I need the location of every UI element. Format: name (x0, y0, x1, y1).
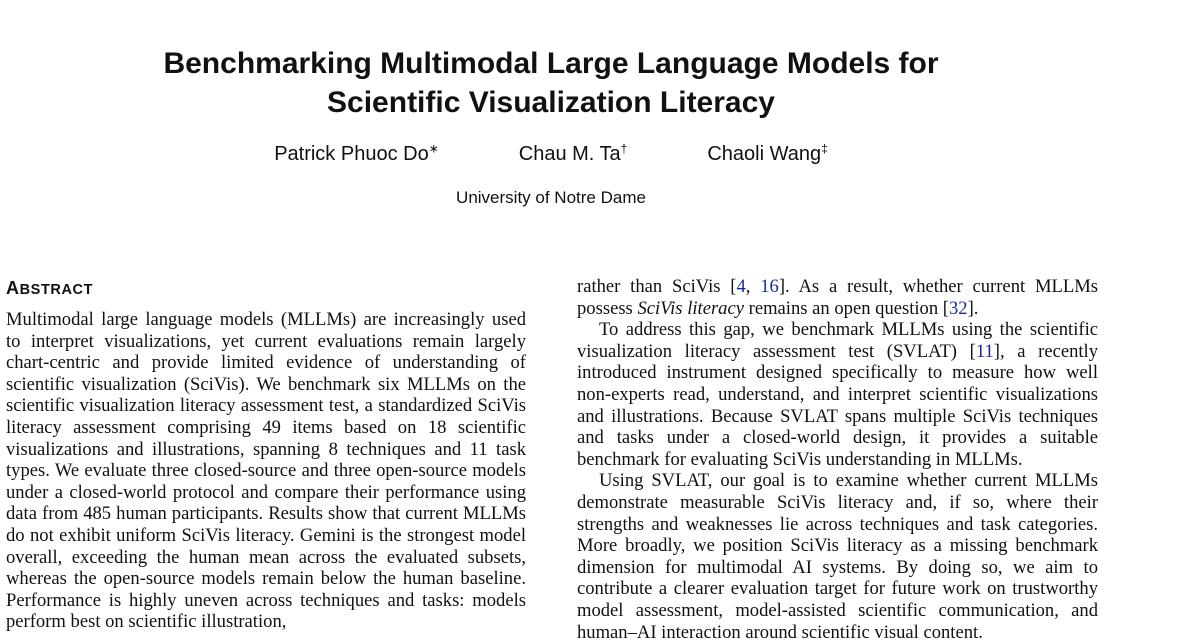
intro-paragraph: Using SVLAT, our goal is to examine whether current MLLMs demonstrate measurable SciVis literacy and, if so, where their strengths and weaknesses lie across techniques and task categories. More broadly, we position SciVis literacy as a missing benchmark dimension for multimodal AI systems. By doing so, we aim to contribute a clearer evaluation target for future work on trustworthy model assessment, model-assisted scientific communication, and human–AI interaction around scientific visual content. (577, 470, 1098, 643)
abstract-heading: ABSTRACT (6, 278, 94, 298)
intro-paragraph: rather than SciVis [4, 16]. As a result, whether current MLLMs possess SciVis literacy remains an open question [32]. (577, 276, 1098, 319)
citation-link[interactable]: 4 (736, 276, 746, 297)
author-footnote-mark: ‡ (821, 141, 828, 156)
title-block (0, 44, 1102, 208)
author: Chaoli Wang‡ (707, 141, 828, 165)
author: Chau M. Ta† (518, 141, 628, 165)
citation-link[interactable]: 16 (760, 276, 779, 297)
author-list (0, 142, 1102, 166)
author-footnote-mark: † (620, 141, 628, 156)
affiliation: University of Notre Dame (456, 188, 646, 207)
right-column (577, 276, 1098, 643)
left-column (6, 276, 526, 633)
citation-link[interactable]: 11 (975, 340, 994, 362)
abstract-text: Multimodal large language models (MLLMs) are increasingly used to interpret visualizations, yet current evaluations remain largely chart-centric and provide limited evidence of understanding of scientific visualization (SciVis). We benchmark six MLLMs on the scientific visualization literacy assessment test, a standardized SciVis literacy assessment comprising 49 items based on 18 scientific visualizations and illustrations, spanning 8 techniques and 11 task types. We evaluate three closed-source and three open-source models under a closed-world protocol and compare their performance using data from 485 human participants. Results show that current MLLMs do not exhibit uniform SciVis literacy. Gemini is the strongest model overall, exceeding the human mean across the evaluated subsets, whereas the open-source models remain below the human baseline. Performance is highly uneven across techniques and tasks: models perform best on scientific illustration, (6, 309, 526, 633)
intro-paragraph: To address this gap, we benchmark MLLMs using the scientific visualization literacy assessment test (SVLAT) [11], a recently introduced instrument designed specifically to measure how well non-experts read, understand, and interpret scientific visualizations and illustrations. Because SVLAT spans multiple SciVis techniques and tasks under a closed-world design, it provides a suitable benchmark for evaluating SciVis understanding in MLLMs. (577, 319, 1098, 470)
title-line-1: Benchmarking Multimodal Large Language Models for (163, 47, 939, 80)
author-footnote-mark: ∗ (428, 141, 439, 156)
title-line-2: Scientific Visualization Literacy (327, 86, 775, 119)
citation-link[interactable]: 32 (949, 297, 968, 319)
paper-title (0, 44, 1102, 122)
emphasis-term: SciVis literacy (637, 297, 744, 319)
author: Patrick Phuoc Do∗ (274, 141, 439, 165)
